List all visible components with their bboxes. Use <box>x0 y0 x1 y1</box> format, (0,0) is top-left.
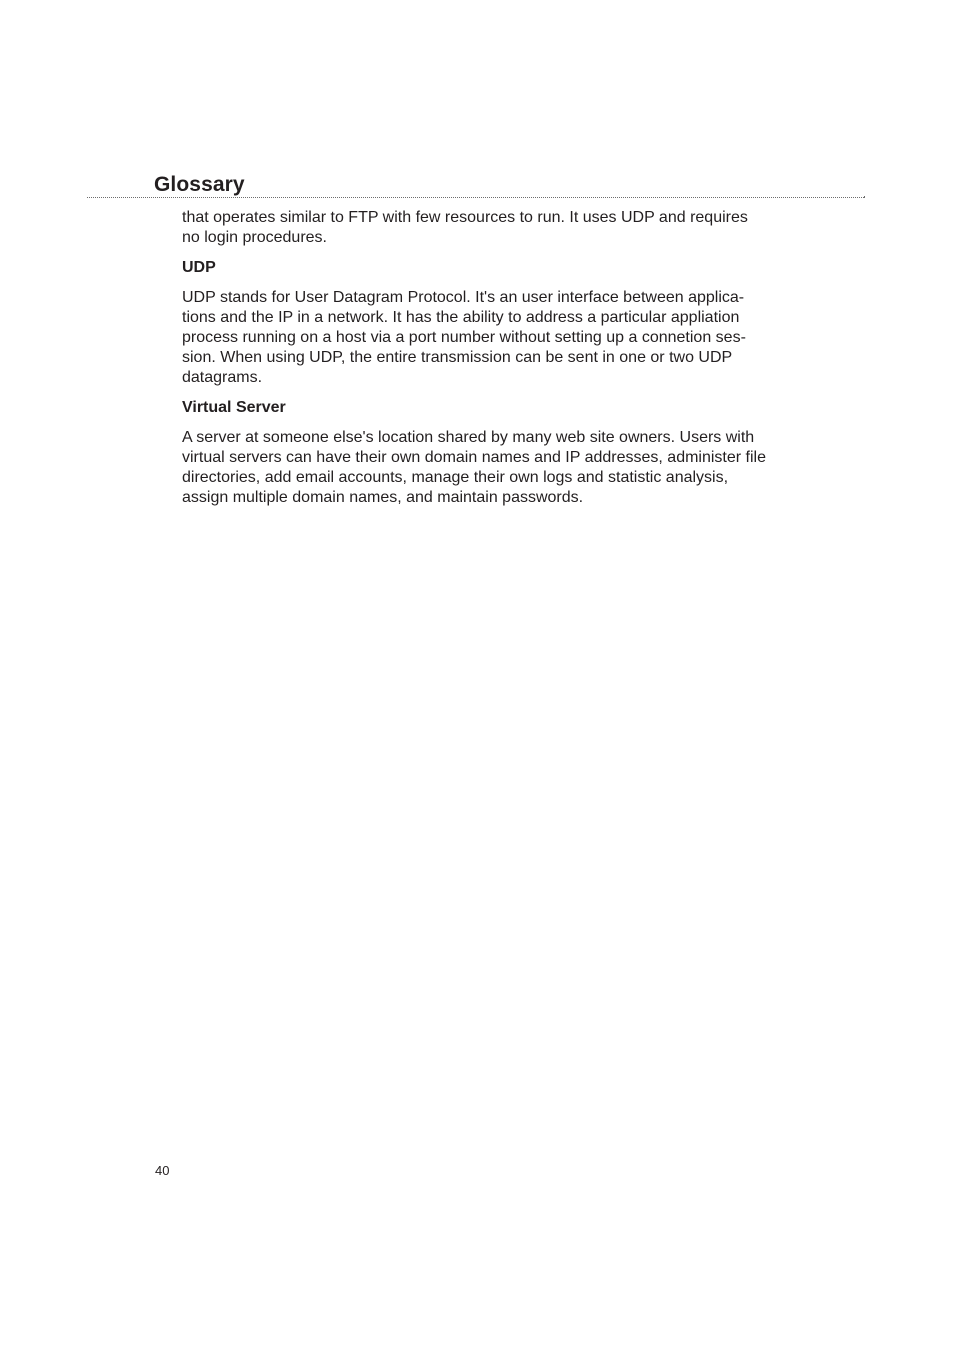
definition-line: process running on a host via a port number without setting up a connetion ses- <box>182 329 746 346</box>
section-title: Glossary <box>154 173 245 196</box>
definition-line: directories, add email accounts, manage their own logs and statistic analysis, <box>182 469 729 486</box>
definition-virtual-server <box>182 428 802 508</box>
definition-line: that operates similar to FTP with few resources to run. It uses UDP and requires <box>182 209 748 226</box>
page-number: 40 <box>155 1163 170 1178</box>
definition-udp <box>182 288 802 388</box>
title-dotted-rule <box>87 197 864 198</box>
definition-line: sion. When using UDP, the entire transmission can be sent in one or two UDP <box>182 349 733 366</box>
term-virtual-server: Virtual Server <box>182 399 286 416</box>
definition-line: tions and the IP in a network. It has the ability to address a particular appliation <box>182 309 740 326</box>
definition-line: assign multiple domain names, and maintain passwords. <box>182 489 584 506</box>
definition-line: UDP stands for User Datagram Protocol. It's an user interface between applica- <box>182 289 745 306</box>
definition-line: A server at someone else's location shared by many web site owners. Users with <box>182 429 755 446</box>
title-rule-end-dot <box>864 196 865 198</box>
continued-definition <box>182 208 802 248</box>
definition-line: virtual servers can have their own domain names and IP addresses, administer file <box>182 449 766 466</box>
term-udp: UDP <box>182 259 216 276</box>
definition-line: no login procedures. <box>182 229 327 246</box>
definition-line: datagrams. <box>182 369 263 386</box>
glossary-content <box>182 208 802 508</box>
